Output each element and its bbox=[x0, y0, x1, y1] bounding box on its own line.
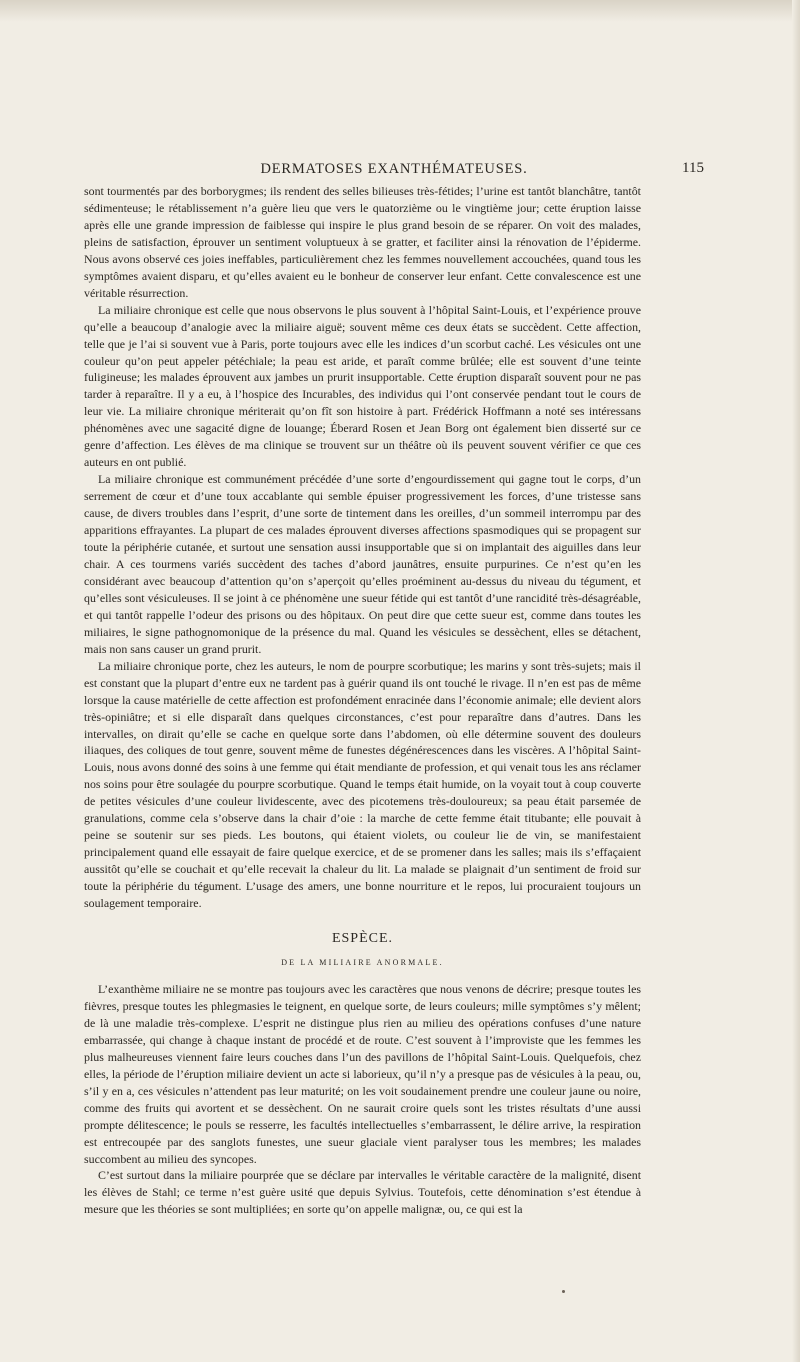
paragraph: La miliaire chronique porte, chez les auteurs, le nom de pourpre scorbutique; les marins y sont très-sujets; mais il est constant que la plupart d’entre eux ne tardent pas à guérir quand ils ont touché le rivage. Il n’en est pas de même lorsque la cause matérielle de cette affection est profondément enracinée dans l’économie animale; elle devient alors très-opiniâtre; et si elle disparaît dans quelques circonstances, c’est pour reparaître dans d’autres. Dans les intervalles, on dirait qu’elle se cache en quelque sorte dans l’abdomen, où elle détermine souvent des douleurs iliaques, des coliques de tout genre, souvent même de funestes dégénérescences dans les viscères. A l’hôpital Saint-Louis, nous avons donné des soins à une femme qui était mendiante de profession, et qui venait tous les ans réclamer nos soins pour être soulagée du pourpre scorbutique. Quand le temps était humide, on la voyait tout à coup couverte de petites vésicules d’une couleur lividescente, avec des picotemens très-douloureux; sa peau était parsemée de granulations, comme cela s’observe dans la chair d’oie : la marche de cette femme était titubante; elle pouvait à peine se soutenir sur ses pieds. Les boutons, qui étaient violets, ou couleur lie de vin, se manifestaient principalement quand elle essayait de faire quelque exercice, et de se promener dans les salles; mais ils s’effaçaient aussitôt qu’elle se couchait et qu’elle recevait la chaleur du lit. La malade se plaignait d’un sentiment de froid sur toute la périphérie du tégument. L’usage des amers, une bonne nourriture et le repos, lui procuraient toujours un soulagement temporaire. bbox=[84, 658, 641, 911]
main-text bbox=[84, 183, 641, 1218]
paragraph: C’est surtout dans la miliaire pourprée que se déclare par intervalles le véritable caractère de la malignité, disent les élèves de Stahl; ce terme n’est guère usité que depuis Sylvius. Toutefois, cette dénomination s’est étendue à mesure que les théories se sont multipliées; en sorte qu’on appelle malignæ, ou, ce qui est la bbox=[84, 1168, 641, 1217]
section-subtitle: DE LA MILIAIRE ANORMALE. bbox=[281, 957, 444, 967]
paragraph: sont tourmentés par des borborygmes; ils rendent des selles bilieuses très-fétides; l’urine est tantôt blanchâtre, tantôt sédimenteuse; le rétablissement n’a guère lieu que vers le quatorzième ou le vingtième jour; cette éruption laisse après elle une grande impression de faiblesse qui inspire le plus grand besoin de se réparer. On voit des malades, pleins de satisfaction, éprouver un sentiment voluptueux à se gratter, et faciliter ainsi la rénovation de l’épiderme. Nous avons observé ces joies ineffables, particulièrement chez les femmes nouvellement accouchées, quand tous les symptômes avaient disparu, et qu’elles avaient eu le bonheur de conserver leur enfant. Cette convalescence est une véritable résurrection. bbox=[84, 184, 641, 300]
running-title: DERMATOSES EXANTHÉMATEUSES. bbox=[260, 161, 528, 177]
paragraph: La miliaire chronique est communément précédée d’une sorte d’engourdissement qui gagne tout le corps, d’un serrement de cœur et d’une toux accablante qui semble épuiser progressivement les forces, d’une tristesse sans cause, de divers troubles dans l’esprit, d’une sorte de tintement dans les oreilles, d’un sommeil interrompu par des apparitions effrayantes. La plupart de ces malades éprouvent diverses affections spasmodiques qui se propagent sur toute la périphérie cutanée, et surtout une sensation aussi insupportable que si on implantait des aiguilles dans leur chair. A ces tourmens variés succèdent des taches d’abord jaunâtres, ensuite purpurines. Ce n’est qu’en les considérant avec beaucoup d’attention qu’on s’aperçoit qu’elles proéminent au-dessus du niveau du tégument, et qu’elles sont vésiculeuses. Il se joint à ce phénomène une sueur fétide qui est tantôt d’une rancidité très-désagréable, et qui tantôt rappelle l’odeur des prisons ou des hôpitaux. On peut dire que cette sueur est, comme dans toutes les miliaires, le signe pathognomonique de la présence du mal. Quand les vésicules se dessèchent, elles se détachent, mais non sans causer un grand prurit. bbox=[84, 472, 641, 656]
page-edge-right-shadow bbox=[792, 0, 800, 1362]
section-title: ESPÈCE. bbox=[331, 930, 394, 946]
paper-speck bbox=[562, 1290, 565, 1293]
paragraph: L’exanthème miliaire ne se montre pas toujours avec les caractères que nous venons de décrire; presque toutes les fièvres, presque toutes les phlegmasies le teignent, en quelque sorte, de leurs couleurs; mille symptômes s’y mêlent; de là une maladie très-complexe. L’esprit ne distingue plus rien au milieu des opérations confuses d’une nature embarrassée, qui change à chaque instant de procédé et de route. C’est souvent à l’improviste que les femmes les plus malheureuses viennent faire leurs couches dans l’un des pavillons de l’hôpital Saint-Louis. Quelquefois, chez elles, la période de l’éruption miliaire devient un acte si laborieux, qu’il n’y a presque pas de vésicules à la peau, ou, s’il y en a, ces vésicules n’attendent pas leur maturité; on les voit soudainement prendre une couleur jaune ou noire, comme des fruits qui avortent et se dessèchent. On ne saurait croire quels sont les tristes résultats d’une aussi prompte délitescence; le pouls se resserre, les facultés intellectuelles s’embarrassent, le délire arrive, la respiration est entrecoupée par des sanglots funestes, une sueur glaciale vient paralyser tous les membres; les malades succombent au milieu des syncopes. bbox=[84, 981, 641, 1166]
page-edge-shadow bbox=[0, 0, 800, 22]
paragraph: La miliaire chronique est celle que nous observons le plus souvent à l’hôpital Saint-Louis, et l’expérience prouve qu’elle a beaucoup d’analogie avec la miliaire aiguë; souvent même ces deux états se succèdent. Cette affection, telle que je l’ai si souvent vue à Paris, porte toujours avec elle les indices d’un scorbut caché. Les vésicules ont une couleur qu’on peut appeler pétéchiale; la peau est aride, et paraît comme brûlée; elle est souvent d’une teinte fuligineuse; les malades éprouvent aux jambes un prurit insupportable. Cette éruption disparaît souvent pour ne pas tarder à reparaître. Il y a eu, à l’hospice des Incurables, des individus qui l’ont conservée pendant tout le cours de leur vie. La miliaire chronique mériterait qu’on fît son histoire à part. Frédérick Hoffmann a noté ses intéressans phénomènes avec une sagacité digne de louange; Éberard Rosen et Jean Borg ont également bien disserté sur ce genre d’affection. Les élèves de ma clinique se trouvent sur un théâtre où ils peuvent souvent vérifier ce que ces auteurs en ont publié. bbox=[84, 302, 641, 470]
page-number: 115 bbox=[682, 160, 704, 176]
page-header bbox=[84, 158, 704, 180]
